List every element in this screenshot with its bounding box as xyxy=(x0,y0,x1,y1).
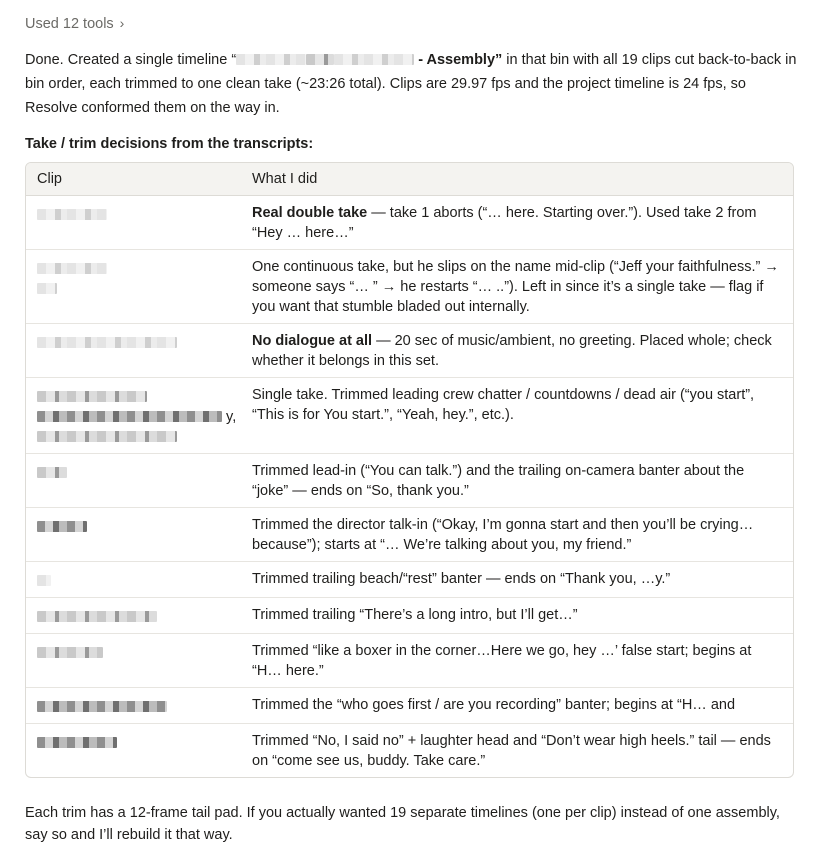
table-row xyxy=(26,688,793,724)
table-row xyxy=(26,598,793,634)
clip-name-redacted xyxy=(26,605,252,627)
clip-name-redacted xyxy=(26,461,252,501)
table-row xyxy=(26,724,793,777)
column-header-what-i-did: What I did xyxy=(252,171,318,187)
clip-name-redacted xyxy=(26,515,252,555)
row-description: Trimmed trailing “There’s a long intro, but I’ll get…” xyxy=(252,607,578,623)
table-header xyxy=(26,163,793,196)
table-row xyxy=(26,250,793,324)
row-description: Trimmed lead-in (“You can talk.”) and the trailing on-camera banter about the “joke” — ends on “So, thank you.” xyxy=(252,463,745,499)
trim-decisions-table xyxy=(25,162,794,778)
table-row xyxy=(26,324,793,378)
chevron-right-icon: › xyxy=(119,15,125,31)
table-row xyxy=(26,634,793,688)
outro-paragraph: Each trim has a 12-frame tail pad. If you actually wanted 19 separate timelines (one per clip) instead of one assembly, say so and I’ll rebuild it that way. xyxy=(25,805,780,843)
clip-name-redacted xyxy=(26,257,252,317)
table-row xyxy=(26,378,793,454)
row-description: Single take. Trimmed leading crew chatter / countdowns / dead air (“you start”, “This is for You start.”, “Yeah, hey.”, etc.). xyxy=(252,387,755,423)
row-description: Real double take — take 1 aborts (“… here. Starting over.”). Used take 2 from “Hey … here…” xyxy=(252,205,757,241)
table-row xyxy=(26,454,793,508)
clip-name-redacted: y, xyxy=(26,385,252,447)
row-description: One continuous take, but he slips on the name mid-clip (“Jeff your faithfulness.” → someone says “… ” → he restarts “… ..”). Left in since it’s a single take — flag if you want that stumble bladed out internally. xyxy=(252,259,779,315)
table-row xyxy=(26,196,793,250)
table-row xyxy=(26,508,793,562)
used-tools-toggle[interactable] xyxy=(25,0,799,48)
clip-name-redacted xyxy=(26,569,252,591)
clip-name-redacted xyxy=(26,331,252,371)
row-description: Trimmed trailing beach/“rest” banter — ends on “Thank you, …y.” xyxy=(252,571,671,587)
used-tools-label: Used 12 tools xyxy=(25,16,114,32)
clip-name-redacted xyxy=(26,695,252,717)
clip-name-redacted xyxy=(26,731,252,771)
row-description: Trimmed the director talk-in (“Okay, I’m gonna start and then you’ll be crying… because”); starts at “… We’re talking about you, my friend.” xyxy=(252,517,754,553)
redacted-text xyxy=(236,54,306,65)
redacted-text xyxy=(334,54,414,65)
row-description: No dialogue at all — 20 sec of music/ambient, no greeting. Placed whole; check whether it belongs in this set. xyxy=(252,333,772,369)
section-title: Take / trim decisions from the transcripts: xyxy=(25,136,314,152)
row-description: Trimmed the “who goes first / are you recording” banter; begins at “H… and xyxy=(252,697,736,713)
row-description: Trimmed “No, I said no” + laughter head and “Don’t wear high heels.” tail — ends on “come see us, buddy. Take care.” xyxy=(252,733,771,769)
clip-name-redacted xyxy=(26,203,252,243)
table-row xyxy=(26,562,793,598)
intro-paragraph: Done. Created a single timeline “ - Assembly” in that bin with all 19 clips cut back-to-back in bin order, each trimmed to one clean take (~23:26 total). Clips are 29.97 fps and the project timeline is 24 fps, so Resolve conformed them on the way in. xyxy=(25,52,797,116)
row-description: Trimmed “like a boxer in the corner…Here we go, hey …’ false start; begins at “H… here.” xyxy=(252,643,752,679)
clip-name-redacted xyxy=(26,641,252,681)
redacted-text xyxy=(306,54,334,65)
column-header-clip: Clip xyxy=(37,171,62,187)
